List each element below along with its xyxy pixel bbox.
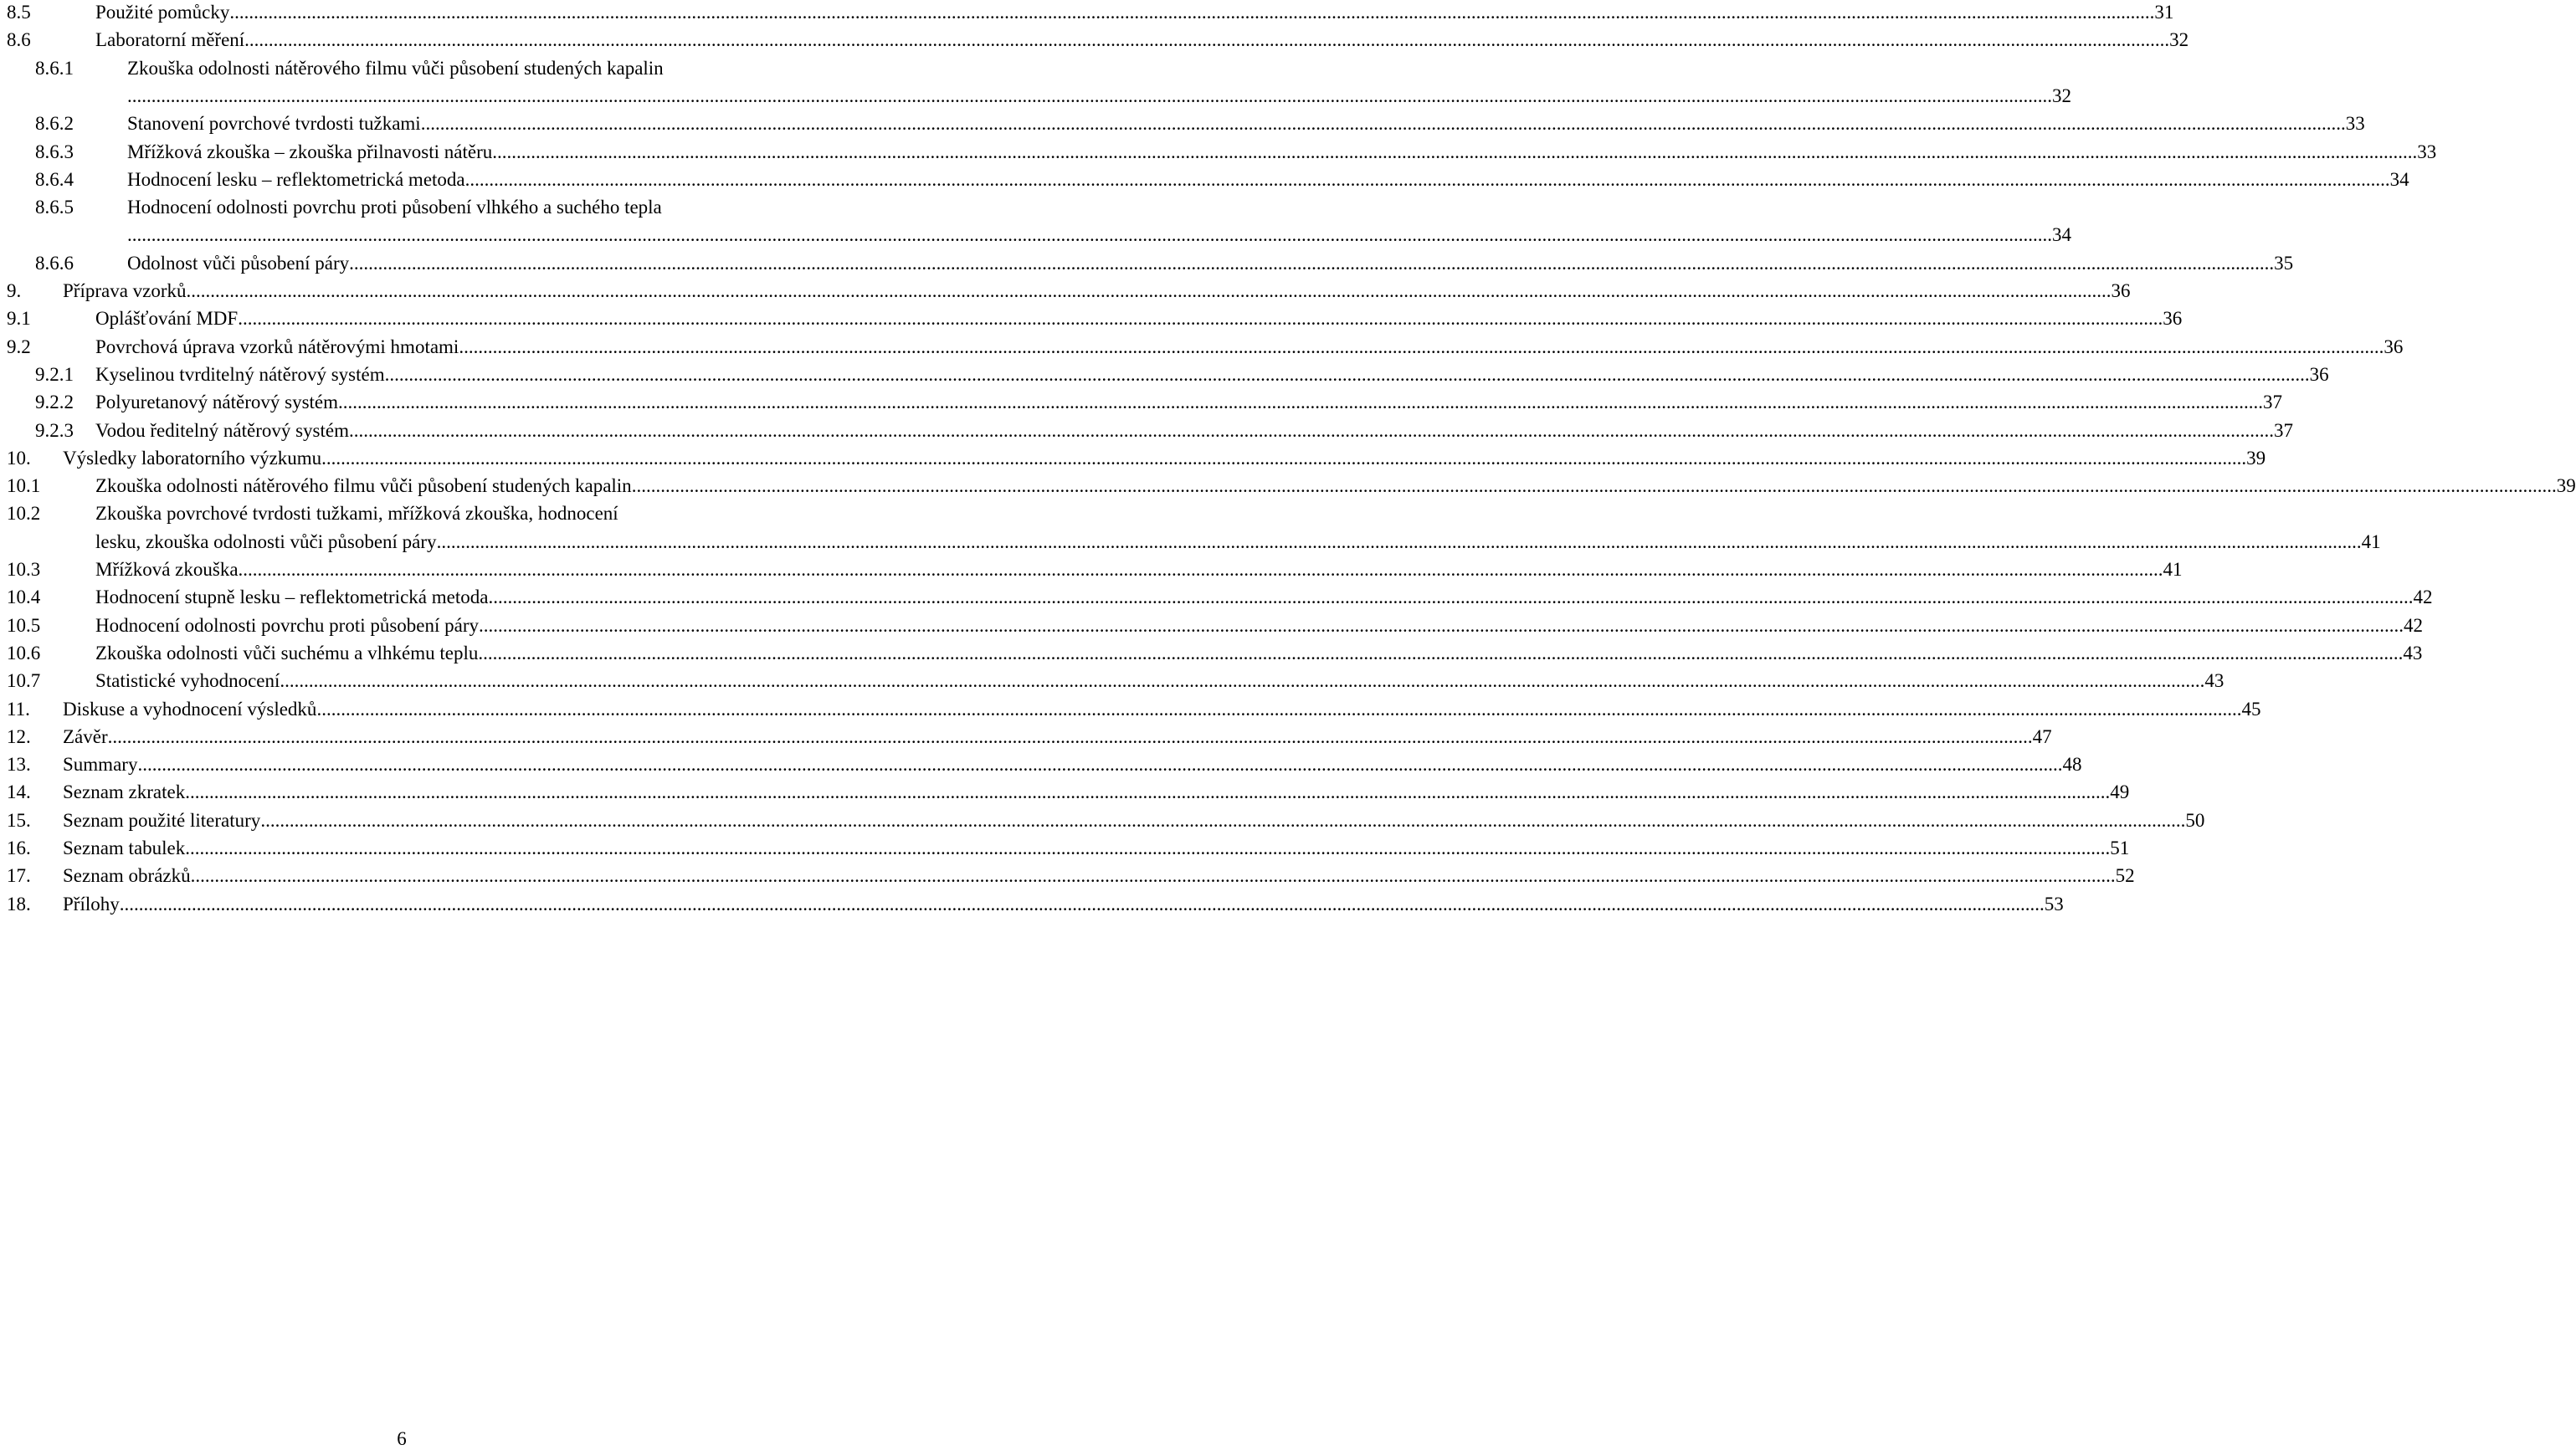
- toc-entry-title: Zkouška povrchové tvrdosti tužkami, mřížková zkouška, hodnocení: [95, 503, 618, 525]
- toc-leader-dots: ................................................................................................................................................................................................................................................................................................................................................................................................................: [260, 809, 2186, 831]
- toc-entry[interactable]: [0, 641, 2423, 666]
- toc-entry-number: 18.: [7, 893, 31, 915]
- toc-entry-page: 43: [2403, 642, 2423, 664]
- toc-entry[interactable]: [0, 335, 2404, 360]
- toc-entry-title: Odolnost vůči působení páry: [127, 252, 350, 274]
- toc-entry-number: 15.: [7, 809, 31, 831]
- toc-entry-page: 43: [2204, 670, 2224, 692]
- toc-entry[interactable]: [0, 474, 2576, 499]
- toc-entry-page: 39: [2556, 475, 2576, 497]
- toc-entry[interactable]: [0, 446, 2266, 471]
- toc-entry-title: Závěr: [63, 725, 108, 747]
- toc-leader-dots: ................................................................................................................................................................................................................................................................................................................................................................................................................: [464, 168, 2390, 190]
- toc-entry-number: 10.3: [7, 559, 41, 580]
- toc-entry-page: 36: [2309, 363, 2329, 385]
- toc-entry-title: Diskuse a vyhodnocení výsledků: [63, 698, 317, 720]
- toc-entry-title: Oplášťování MDF: [95, 308, 239, 330]
- toc-leader-dots: ................................................................................................................................................................................................................................................................................................................................................................................................................: [127, 224, 2052, 246]
- toc-entry-page: 45: [2241, 698, 2261, 720]
- toc-entry[interactable]: [0, 585, 2433, 610]
- toc-entry-title: Kyselinou tvrditelný nátěrový systém: [95, 363, 385, 385]
- toc-leader-dots: ................................................................................................................................................................................................................................................................................................................................................................................................................: [492, 141, 2418, 162]
- toc-entry-number: 10.4: [7, 587, 41, 608]
- toc-entry-continuation[interactable]: [0, 223, 2071, 248]
- toc-entry-number: 9.2.3: [35, 419, 74, 441]
- toc-entry-title: Zkouška odolnosti vůči suchému a vlhkému teplu: [95, 642, 479, 664]
- toc-entry-page: 32: [2169, 29, 2189, 51]
- toc-entry-page: 49: [2110, 781, 2130, 803]
- toc-leader-dots: ................................................................................................................................................................................................................................................................................................................................................................................................................: [107, 725, 2033, 747]
- toc-entry-page: 50: [2185, 809, 2205, 831]
- toc-entry-title: Přílohy: [63, 893, 120, 915]
- toc-entry-number: 9.2.1: [35, 363, 74, 385]
- toc-leader-dots: ................................................................................................................................................................................................................................................................................................................................................................................................................: [229, 2, 2155, 23]
- toc-entry-page: 36: [2384, 336, 2404, 357]
- toc-entry-title: Seznam použité literatury: [63, 809, 261, 831]
- toc-entry-title: Zkouška odolnosti nátěrového filmu vůči působení studených kapalin: [127, 57, 664, 79]
- toc-leader-dots: ................................................................................................................................................................................................................................................................................................................................................................................................................: [238, 308, 2163, 330]
- toc-entry-number: 8.6.6: [35, 252, 74, 274]
- toc-entry[interactable]: [0, 362, 2329, 387]
- toc-entry-title: Vodou ředitelný nátěrový systém: [95, 419, 349, 441]
- toc-entry-title: Laboratorní měření: [95, 29, 245, 51]
- toc-entry-page: 31: [2154, 2, 2174, 23]
- toc-entry[interactable]: [0, 390, 2283, 415]
- toc-entry-page: 32: [2052, 85, 2071, 106]
- toc-leader-dots: ................................................................................................................................................................................................................................................................................................................................................................................................................: [119, 893, 2045, 915]
- toc-entry[interactable]: [0, 780, 2130, 805]
- toc-entry-page: 35: [2274, 252, 2294, 274]
- toc-entry-title: Použité pomůcky: [95, 2, 230, 23]
- toc-entry-number: 10.2: [7, 503, 41, 525]
- toc-entry-number: 9.2: [7, 336, 31, 357]
- toc-entry-number: 9.1: [7, 308, 31, 330]
- toc-entry-title: Zkouška odolnosti nátěrového filmu vůči působení studených kapalin: [95, 475, 632, 497]
- toc-entry-title: Polyuretanový nátěrový systém: [95, 392, 339, 413]
- toc-entry-title: Mřížková zkouška – zkouška přilnavosti nátěru: [127, 141, 493, 162]
- toc-entry[interactable]: [0, 111, 2365, 136]
- toc-leader-dots: ................................................................................................................................................................................................................................................................................................................................................................................................................: [338, 392, 2264, 413]
- toc-entry-page: 34: [2052, 224, 2071, 246]
- toc-entry[interactable]: [0, 697, 2261, 722]
- toc-leader-dots: ................................................................................................................................................................................................................................................................................................................................................................................................................: [349, 252, 2275, 274]
- toc-leader-dots: ................................................................................................................................................................................................................................................................................................................................................................................................................: [479, 614, 2404, 636]
- toc-entry[interactable]: [0, 195, 803, 220]
- toc-entry-number: 13.: [7, 754, 31, 776]
- toc-entry[interactable]: [0, 140, 2437, 165]
- toc-entry[interactable]: [0, 0, 2174, 25]
- toc-entry-page: 48: [2062, 754, 2082, 776]
- toc-leader-dots: ................................................................................................................................................................................................................................................................................................................................................................................................................: [436, 530, 2362, 552]
- toc-leader-dots: ................................................................................................................................................................................................................................................................................................................................................................................................................: [244, 29, 2170, 51]
- toc-leader-dots: ................................................................................................................................................................................................................................................................................................................................................................................................................: [349, 419, 2274, 441]
- toc-leader-dots: ................................................................................................................................................................................................................................................................................................................................................................................................................: [478, 642, 2404, 664]
- toc-entry[interactable]: [0, 306, 2183, 331]
- toc-entry[interactable]: [0, 501, 803, 526]
- toc-entry[interactable]: [0, 669, 2224, 694]
- toc-entry-page: 36: [2111, 280, 2131, 301]
- toc-entry[interactable]: [0, 863, 2135, 889]
- toc-leader-dots: ................................................................................................................................................................................................................................................................................................................................................................................................................: [185, 781, 2111, 803]
- toc-entry-number: 10.1: [7, 475, 41, 497]
- toc-leader-dots: ................................................................................................................................................................................................................................................................................................................................................................................................................: [185, 838, 2111, 858]
- toc-entry-number: 17.: [7, 865, 31, 887]
- toc-entry-page: 42: [2413, 587, 2433, 608]
- toc-entry-number: 8.5: [7, 2, 31, 23]
- toc-entry-number: 9.2.2: [35, 392, 74, 413]
- toc-leader-dots: ................................................................................................................................................................................................................................................................................................................................................................................................................: [488, 587, 2414, 608]
- toc-entry-title-continued: lesku, zkouška odolnosti vůči působení páry: [95, 530, 437, 552]
- toc-entry-number: 10.5: [7, 614, 41, 636]
- toc-entry-title: Hodnocení lesku – reflektometrická metoda: [127, 168, 465, 190]
- page-number: 6: [397, 1428, 407, 1449]
- toc-leader-dots: ................................................................................................................................................................................................................................................................................................................................................................................................................: [631, 475, 2557, 497]
- toc-entry[interactable]: [0, 808, 2205, 833]
- toc-entry-title: Výsledky laboratorního výzkumu: [63, 447, 322, 469]
- toc-entry-page: 41: [2361, 530, 2381, 552]
- toc-leader-dots: ................................................................................................................................................................................................................................................................................................................................................................................................................: [316, 698, 2242, 720]
- toc-entry-page: 37: [2274, 419, 2293, 441]
- toc-entry[interactable]: [0, 28, 2189, 53]
- toc-entry[interactable]: [0, 167, 2409, 192]
- toc-leader-dots: ................................................................................................................................................................................................................................................................................................................................................................................................................: [137, 754, 2063, 776]
- toc-entry-title: Hodnocení stupně lesku – reflektometrická metoda: [95, 587, 489, 608]
- toc-entry-number: 8.6.5: [35, 197, 74, 218]
- toc-entry[interactable]: [0, 56, 803, 81]
- toc-entry-title: Seznam zkratek: [63, 781, 186, 803]
- toc-entry[interactable]: [0, 892, 2064, 917]
- toc-entry-title: Mřížková zkouška: [95, 559, 239, 580]
- toc-entry-page: 51: [2110, 838, 2130, 858]
- toc-entry-title: Hodnocení odolnosti povrchu proti působení vlhkého a suchého tepla: [127, 197, 662, 218]
- toc-entry-title: Příprava vzorků: [63, 280, 187, 301]
- toc-entry-page: 33: [2345, 113, 2365, 135]
- toc-entry[interactable]: [0, 613, 2424, 638]
- toc-entry-number: 8.6.1: [35, 57, 74, 79]
- toc-entry-number: 10.7: [7, 670, 41, 692]
- toc-entry-page: 39: [2246, 447, 2266, 469]
- toc-leader-dots: ................................................................................................................................................................................................................................................................................................................................................................................................................: [238, 559, 2163, 580]
- toc-leader-dots: ................................................................................................................................................................................................................................................................................................................................................................................................................: [190, 865, 2116, 887]
- toc-leader-dots: ................................................................................................................................................................................................................................................................................................................................................................................................................: [280, 670, 2205, 692]
- toc-entry-page: 34: [2389, 168, 2409, 190]
- toc-entry-title: Summary: [63, 754, 138, 776]
- toc-entry-number: 11.: [7, 698, 30, 720]
- toc-entry[interactable]: [0, 418, 2293, 443]
- toc-entry-title: Seznam tabulek: [63, 838, 186, 858]
- toc-entry-number: 8.6.3: [35, 141, 74, 162]
- toc-leader-dots: ................................................................................................................................................................................................................................................................................................................................................................................................................: [384, 363, 2310, 385]
- toc-leader-dots: ................................................................................................................................................................................................................................................................................................................................................................................................................: [321, 447, 2247, 469]
- toc-entry-number: 14.: [7, 781, 31, 803]
- toc-entry[interactable]: [0, 725, 2052, 750]
- toc-entry-page: 47: [2032, 725, 2052, 747]
- toc-entry-page: 33: [2417, 141, 2437, 162]
- toc-entry-number: 8.6.4: [35, 168, 74, 190]
- toc-entry-page: 42: [2404, 614, 2424, 636]
- toc-entry-page: 41: [2163, 559, 2183, 580]
- toc-leader-dots: ................................................................................................................................................................................................................................................................................................................................................................................................................: [127, 85, 2052, 106]
- toc-entry-page: 53: [2044, 893, 2064, 915]
- toc-entry-title: Statistické vyhodnocení: [95, 670, 280, 692]
- toc-leader-dots: ................................................................................................................................................................................................................................................................................................................................................................................................................: [459, 336, 2384, 357]
- toc-entry-title: Seznam obrázků: [63, 865, 191, 887]
- toc-entry-number: 8.6.2: [35, 113, 74, 135]
- toc-entry[interactable]: [0, 557, 2183, 582]
- toc-entry-continuation[interactable]: [0, 530, 2381, 555]
- toc-entry-title: Povrchová úprava vzorků nátěrovými hmotami: [95, 336, 459, 357]
- toc-entry-page: 36: [2163, 308, 2183, 330]
- toc-entry-number: 10.6: [7, 642, 41, 664]
- toc-entry-page: 37: [2263, 392, 2283, 413]
- toc-entry-number: 8.6: [7, 29, 31, 51]
- toc-entry[interactable]: [0, 836, 2130, 861]
- toc-entry-title: Hodnocení odolnosti povrchu proti působení páry: [95, 614, 480, 636]
- toc-entry-continuation[interactable]: [0, 84, 2071, 109]
- toc-entry-number: 16.: [7, 838, 31, 858]
- toc-entry-number: 9.: [7, 280, 22, 301]
- toc-entry-title: Stanovení povrchové tvrdosti tužkami: [127, 113, 421, 135]
- toc-entry-page: 52: [2115, 865, 2135, 887]
- toc-entry-number: 12.: [7, 725, 31, 747]
- toc-entry[interactable]: [0, 279, 2131, 304]
- toc-entry-number: 10.: [7, 447, 31, 469]
- toc-leader-dots: ................................................................................................................................................................................................................................................................................................................................................................................................................: [186, 280, 2112, 301]
- toc-entry[interactable]: [0, 251, 2294, 276]
- toc-entry[interactable]: [0, 752, 2082, 777]
- toc-leader-dots: ................................................................................................................................................................................................................................................................................................................................................................................................................: [420, 113, 2346, 135]
